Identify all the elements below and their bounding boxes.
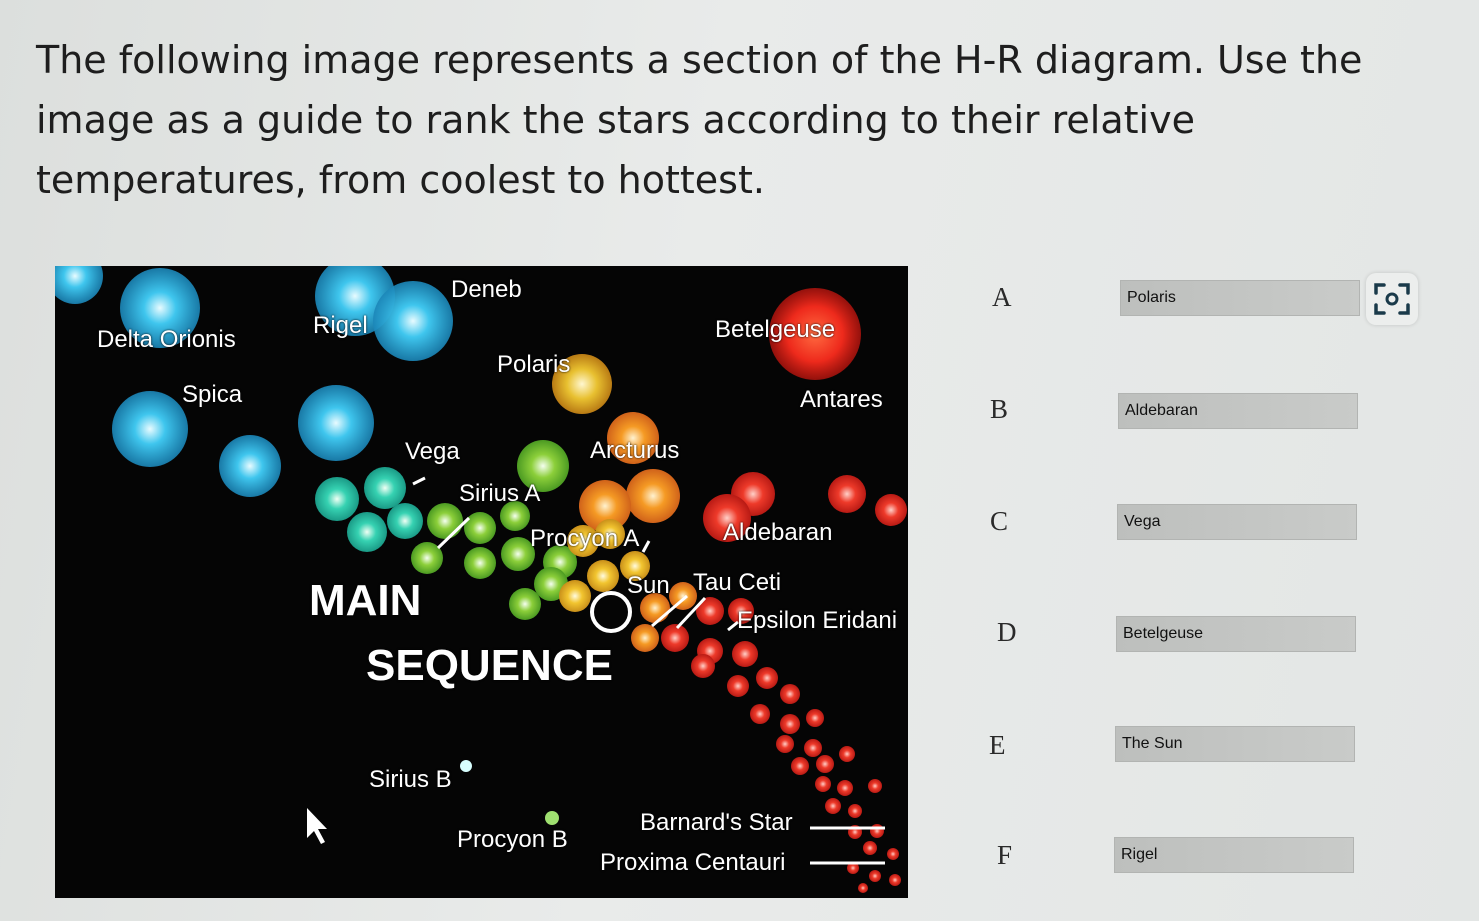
answer-box-e[interactable]: The Sun — [1115, 726, 1355, 762]
label-procyon-a: Procyon A — [530, 525, 640, 552]
row-letter-c: C — [990, 506, 1009, 536]
scan-icon — [1366, 273, 1418, 325]
row-letter-d: D — [997, 617, 1017, 647]
label-sirius-a: Sirius A — [459, 480, 541, 507]
answer-box-f[interactable]: Rigel — [1114, 837, 1354, 873]
label-rigel: Rigel — [313, 312, 368, 339]
label-procyon-b: Procyon B — [457, 826, 568, 853]
label-polaris: Polaris — [497, 351, 571, 378]
row-letter-b: B — [990, 394, 1009, 424]
label-sirius-b: Sirius B — [369, 766, 452, 793]
label-tau-ceti: Tau Ceti — [693, 569, 782, 596]
label-spica: Spica — [182, 381, 243, 408]
question-text: The following image represents a section of the H-R diagram. Use the image as a guide to rank the stars according to their relative temperatures, from coolest to hottest. — [36, 38, 1363, 202]
label-vega: Vega — [405, 438, 460, 465]
label-aldebaran: Aldebaran — [723, 519, 833, 546]
label-antares: Antares — [800, 386, 883, 413]
row-letter-f: F — [997, 840, 1013, 870]
row-letter-e: E — [989, 730, 1006, 760]
row-letter-a: A — [992, 282, 1012, 312]
label-epsilon-eridani: Epsilon Eridani — [737, 607, 898, 634]
answer-box-a[interactable]: Polaris — [1120, 280, 1360, 316]
label-proxima-centauri: Proxima Centauri — [600, 849, 786, 876]
label-sequence: SEQUENCE — [366, 641, 613, 690]
hr-diagram-image — [55, 266, 908, 898]
label-arcturus: Arcturus — [590, 437, 680, 464]
answer-box-d[interactable]: Betelgeuse — [1116, 616, 1356, 652]
answer-box-b[interactable]: Aldebaran — [1118, 393, 1358, 429]
scan-button[interactable] — [1366, 273, 1418, 325]
label-barnards-star: Barnard's Star — [640, 809, 793, 836]
label-delta-orionis: Delta Orionis — [97, 326, 236, 353]
answer-box-c[interactable]: Vega — [1117, 504, 1357, 540]
label-sun: Sun — [627, 572, 670, 599]
label-main: MAIN — [309, 576, 422, 625]
label-deneb: Deneb — [451, 276, 522, 303]
label-betelgeuse: Betelgeuse — [715, 316, 836, 343]
